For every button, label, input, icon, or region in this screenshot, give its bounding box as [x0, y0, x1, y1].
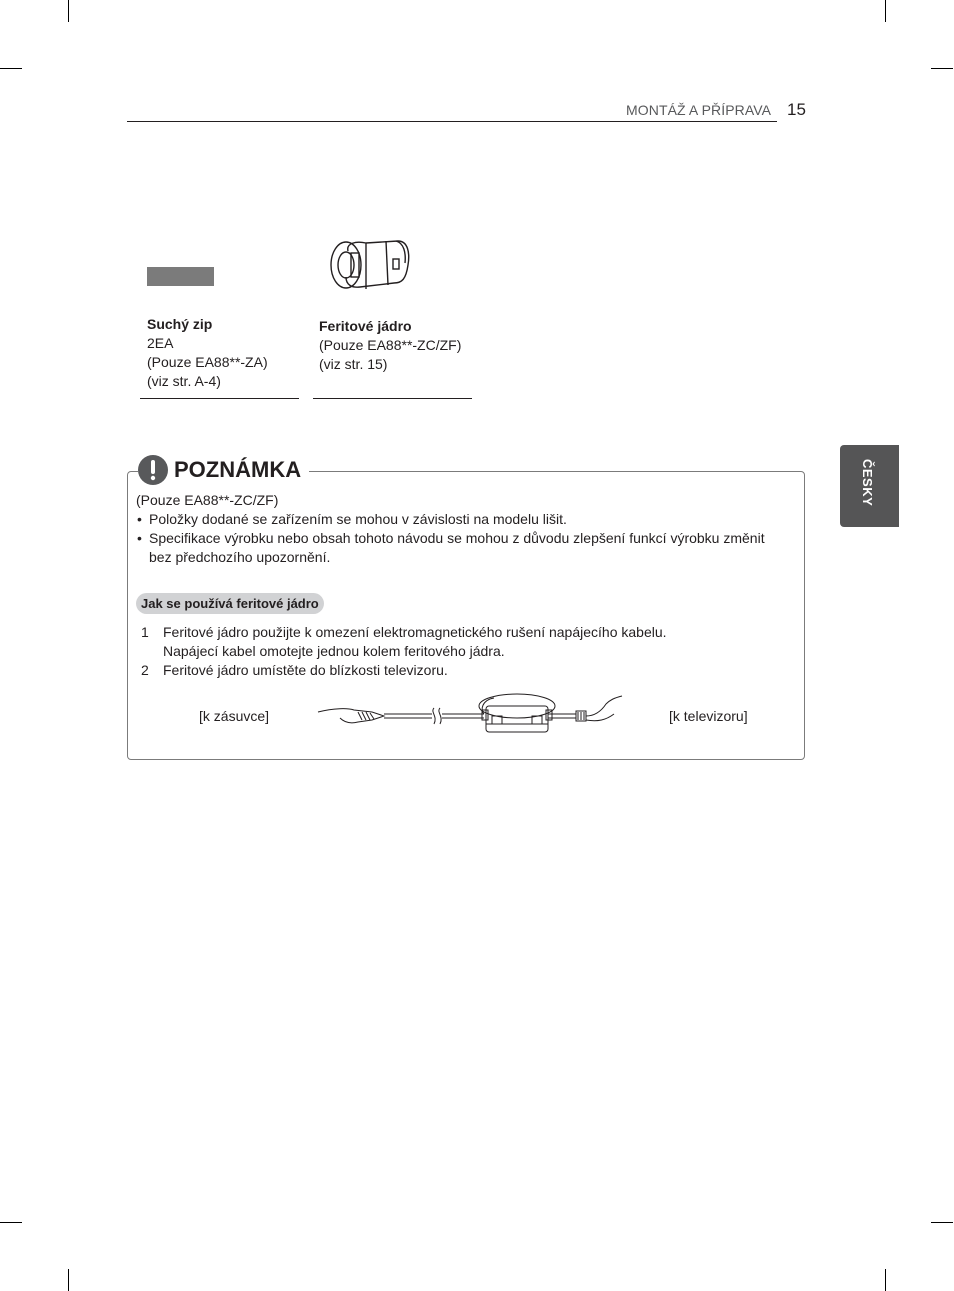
step-number: 1 [141, 624, 149, 640]
step-text: Feritové jádro použijte k omezení elektromagnetického rušení napájecího kabelu. [163, 624, 667, 640]
exclamation-icon [138, 455, 168, 485]
accessory-divider [140, 398, 299, 399]
note-intro: (Pouze EA88**-ZC/ZF) [136, 492, 279, 508]
accessory-detail: (Pouze EA88**-ZA) [147, 354, 268, 370]
page-number: 15 [787, 100, 806, 119]
crop-mark [931, 68, 953, 69]
accessory-title: Suchý zip [147, 316, 213, 332]
bullet-marker: • [137, 530, 142, 546]
step-text: Feritové jádro umístěte do blízkosti televizoru. [163, 662, 448, 678]
label-to-outlet: [k zásuvce] [199, 708, 270, 724]
crop-mark [0, 68, 22, 69]
language-tab-label: ČESKY [860, 459, 875, 507]
crop-mark [931, 1222, 953, 1223]
crop-mark [0, 1222, 22, 1223]
crop-mark [885, 0, 886, 22]
note-title: POZNÁMKA [174, 457, 302, 482]
accessory-image [312, 230, 472, 317]
accessory-title: Feritové jádro [319, 318, 412, 334]
velcro-strip [147, 267, 214, 286]
bullet-marker: • [137, 511, 142, 527]
label-to-tv: [k televizoru] [669, 708, 748, 724]
accessory-divider [313, 398, 472, 399]
accessory-ferrite [312, 230, 472, 374]
section-title: MONTÁŽ A PŘÍPRAVA [626, 102, 772, 118]
accessory-velcro [139, 230, 299, 391]
crop-mark [68, 0, 69, 22]
header-divider [127, 121, 777, 122]
crop-mark [885, 1269, 886, 1291]
note-bullet: Položky dodané se zařízením se mohou v závislosti na modelu lišit. [149, 511, 567, 527]
step-text: Napájecí kabel omotejte jednou kolem feritového jádra. [163, 643, 505, 659]
step-number: 2 [141, 662, 149, 678]
note-bullet-continuation: bez předchozího upozornění. [149, 549, 331, 565]
language-tab [840, 445, 899, 527]
ferrite-core-icon [326, 233, 416, 303]
cable-diagram [314, 690, 634, 740]
accessory-image [139, 230, 299, 315]
accessory-detail: (viz str. 15) [319, 356, 388, 372]
accessory-detail: (Pouze EA88**-ZC/ZF) [319, 337, 462, 353]
note-heading [138, 453, 309, 487]
subheading-pill: Jak se používá feritové jádro [136, 593, 324, 614]
note-bullet: Specifikace výrobku nebo obsah tohoto návodu se mohou z důvodu zlepšení funkcí výrobku změnit [149, 530, 765, 546]
crop-mark [68, 1269, 69, 1291]
accessory-detail: 2EA [147, 335, 174, 351]
accessory-detail: (viz str. A-4) [147, 373, 221, 389]
